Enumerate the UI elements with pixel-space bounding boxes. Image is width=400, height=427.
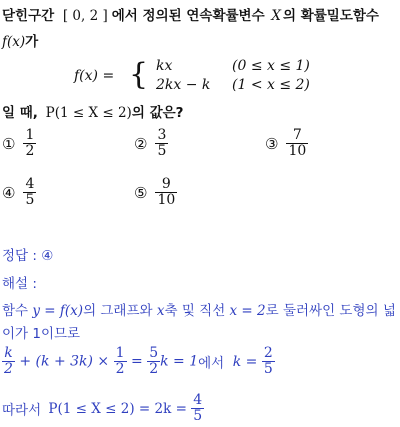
equation-part: + (k + 3k) × — [19, 353, 110, 370]
fraction: $\frac{2}{5}$ — [263, 345, 273, 377]
case-1-cond: (0 ≤ x ≤ 1) — [232, 58, 310, 74]
choice-fraction: $\frac{3}{5}$ — [157, 127, 167, 159]
case-2-cond: (1 < x ≤ 2) — [232, 77, 310, 93]
equation-1 — [2, 346, 275, 377]
explanation-line-2: 이가 1이므로 — [2, 326, 81, 342]
explanation-text: 함수 — [2, 303, 29, 319]
choice-2[interactable] — [134, 128, 168, 159]
explanation-line-1 — [2, 299, 396, 319]
fraction: $\frac{5}{2}$ — [149, 345, 159, 377]
problem-text: 의 확률밀도함수 — [282, 8, 379, 24]
problem-line-1 — [2, 4, 379, 24]
fraction: $\frac{1}{2}$ — [115, 345, 125, 377]
equation-part: k = 1 — [160, 353, 199, 370]
problem-text: 에서 정의된 연속확률변수 — [111, 8, 265, 24]
choice-fraction: $\frac{7}{10}$ — [288, 127, 307, 159]
problem-line-2 — [2, 30, 38, 50]
choice-fraction: $\frac{1}{2}$ — [25, 127, 35, 159]
equals-sign: = — [131, 353, 143, 370]
case-1-expr: kx — [156, 58, 173, 74]
choice-3[interactable] — [265, 128, 308, 159]
function-eq: y = f(x) — [32, 303, 84, 319]
axis-var: x — [156, 303, 165, 319]
problem-text: 가 — [25, 34, 39, 50]
equation-part: k = — [232, 353, 258, 370]
explanation-text: 에서 — [198, 355, 225, 372]
question-text: 의 값은? — [131, 105, 184, 121]
explanation-text: 로 둘러싸인 도형의 넓 — [265, 303, 396, 319]
explanation-text: 축 및 직선 — [164, 303, 226, 319]
variable-x: X — [271, 8, 281, 24]
problem-text: 닫힌구간 — [2, 8, 55, 24]
piecewise-lhs: f(x) = — [74, 68, 115, 84]
choice-5[interactable] — [134, 177, 177, 208]
left-brace: { — [129, 57, 149, 92]
explanation-text: 따라서 — [2, 402, 42, 419]
choice-4[interactable] — [2, 177, 36, 208]
question-line — [2, 101, 183, 121]
final-expression: P(1 ≤ X ≤ 2) = 2k = — [48, 400, 187, 417]
choice-mark: ⑤ — [134, 183, 148, 202]
choice-mark: ③ — [265, 134, 279, 153]
choice-mark: ② — [134, 134, 148, 153]
probability-expr: P(1 ≤ X ≤ 2) — [45, 105, 132, 121]
choice-mark: ④ — [2, 183, 16, 202]
explanation-label: 해설 : — [2, 276, 37, 292]
choice-fraction: $\frac{9}{10}$ — [157, 176, 176, 208]
case-2-expr: 2kx − k — [156, 77, 211, 93]
choice-1[interactable] — [2, 128, 36, 159]
choice-mark: ① — [2, 134, 16, 153]
fraction: $\frac{k}{2}$ — [4, 345, 13, 377]
function-f: f(x) — [2, 34, 26, 50]
fraction: $\frac{4}{5}$ — [193, 392, 203, 424]
choice-fraction: $\frac{4}{5}$ — [25, 176, 35, 208]
explanation-text: 의 그래프와 — [83, 303, 153, 319]
final-line — [2, 393, 204, 424]
interval: [ 0, 2 ] — [62, 8, 108, 24]
question-text: 일 때, — [2, 105, 38, 121]
line-eq: x = 2 — [229, 303, 266, 319]
answer-label: 정답 : ④ — [2, 248, 54, 264]
